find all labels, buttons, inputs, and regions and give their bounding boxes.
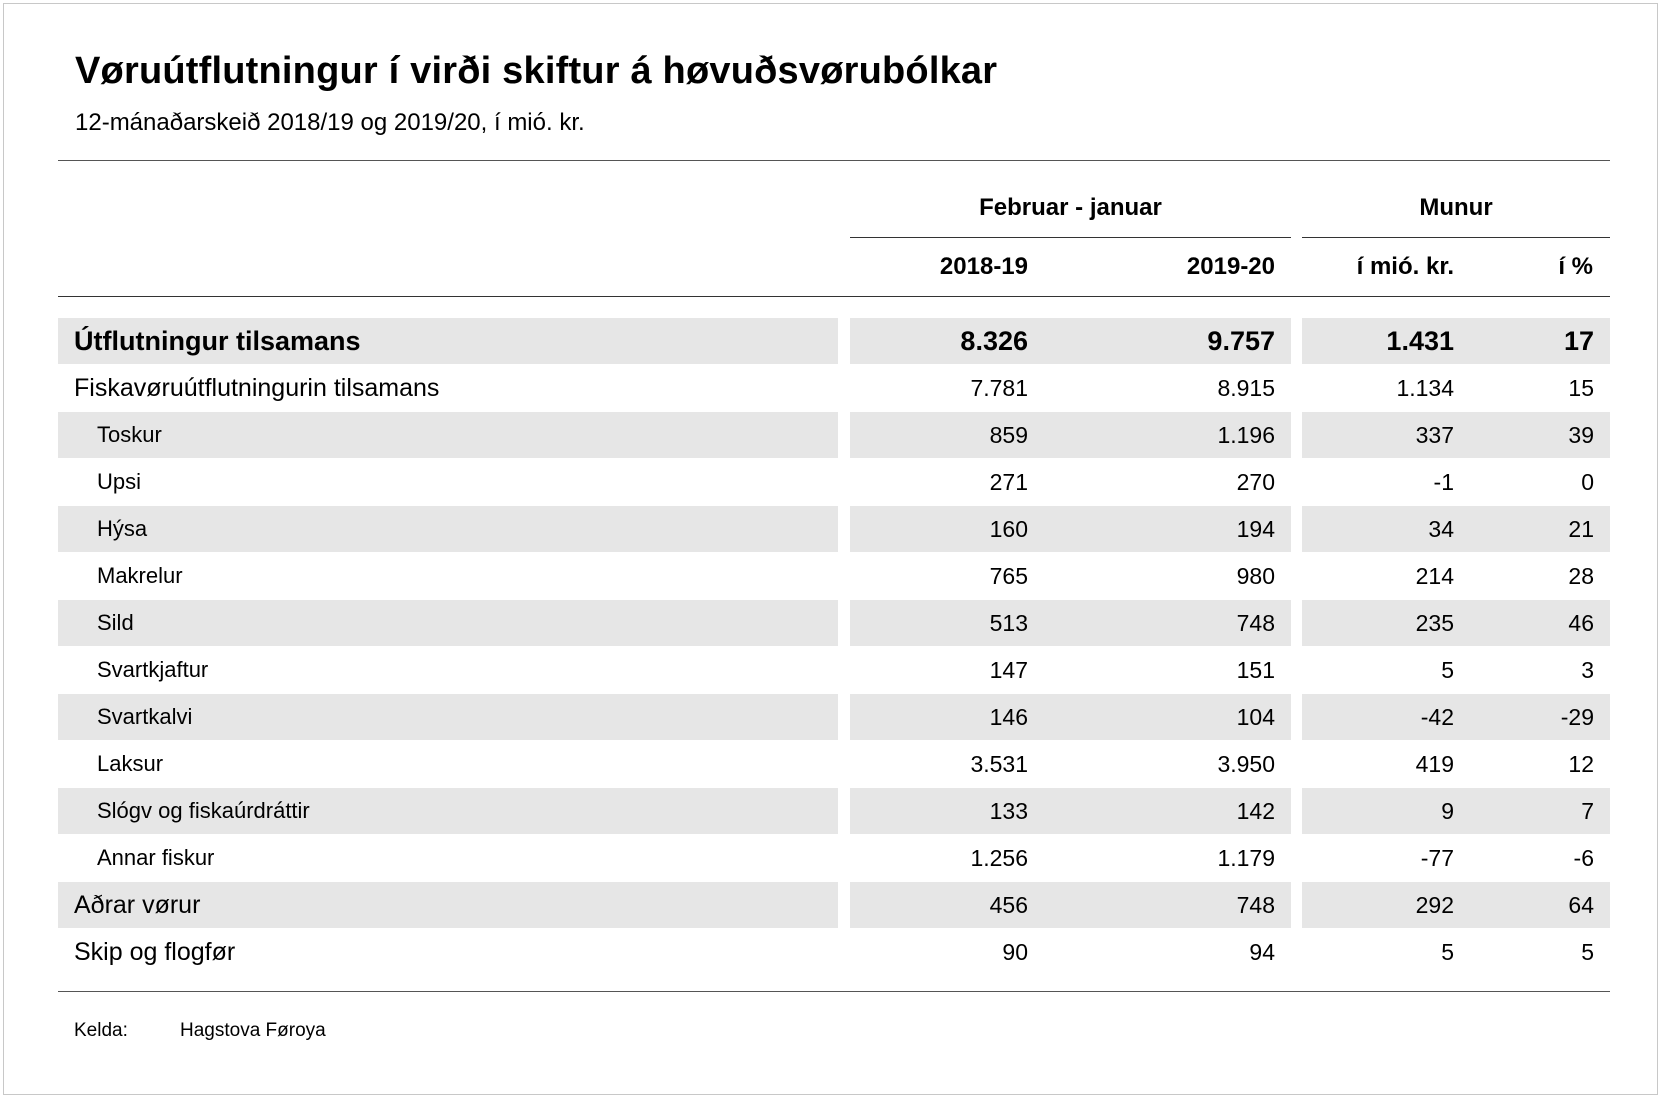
value-diff-pct: 39 [1568,422,1594,448]
diff-values-cell [1302,835,1610,881]
value-diff-kr: 235 [1415,610,1454,636]
row-label-cell [58,929,838,975]
value-2018-19: 513 [989,610,1028,636]
value-2018-19: 7.781 [970,375,1028,401]
table-row [0,506,1665,552]
diff-values-cell [1302,694,1610,740]
value-2018-19: 133 [989,798,1028,824]
divider-group-period [850,237,1291,238]
row-label-cell [58,741,838,787]
table-row [0,788,1665,834]
period-values-cell [850,835,1291,881]
value-diff-pct: 46 [1568,610,1594,636]
diff-values-cell [1302,600,1610,646]
value-diff-pct: 5 [1581,939,1594,965]
row-label-cell [58,412,838,458]
value-diff-pct: 15 [1568,375,1594,401]
diff-values-cell [1302,553,1610,599]
period-values-cell [850,459,1291,505]
value-2018-19: 90 [1002,939,1028,965]
table-row [0,882,1665,928]
value-2019-20: 980 [1236,563,1275,589]
table-row [0,647,1665,693]
table-row [0,929,1665,975]
period-values-cell [850,318,1291,364]
value-2018-19: 160 [989,516,1028,542]
value-diff-kr: 1.134 [1396,375,1454,401]
value-diff-pct: 3 [1581,657,1594,683]
value-2018-19: 147 [989,657,1028,683]
table-row [0,318,1665,364]
row-label-cell [58,553,838,599]
value-diff-kr: 5 [1441,939,1454,965]
value-2018-19: 8.326 [960,326,1028,356]
diff-values-cell [1302,365,1610,411]
row-label: Aðrar vørur [74,891,201,919]
group-header-period: Februar - januar [979,194,1162,221]
row-label-cell [58,506,838,552]
period-values-cell [850,553,1291,599]
diff-values-cell [1302,929,1610,975]
diff-values-cell [1302,412,1610,458]
table-row [0,835,1665,881]
divider-header [58,296,1610,297]
value-diff-pct: 17 [1563,326,1594,356]
value-2019-20: 3.950 [1217,751,1275,777]
page-subtitle: 12-mánaðarskeið 2018/19 og 2019/20, í mió. kr. [75,109,585,136]
diff-values-cell [1302,741,1610,787]
row-label-cell [58,365,838,411]
period-values-cell [850,365,1291,411]
row-label: Svartkalvi [97,704,193,729]
row-label: Slógv og fiskaúrdráttir [97,798,310,823]
row-label: Hýsa [97,516,148,541]
value-2018-19: 859 [989,422,1028,448]
row-label-cell [58,459,838,505]
period-values-cell [850,694,1291,740]
row-label: Laksur [97,751,164,776]
row-label: Annar fiskur [97,845,215,870]
row-label: Makrelur [97,563,183,588]
row-label-cell [58,694,838,740]
row-label: Skip og flogfør [74,938,236,966]
value-diff-kr: -1 [1433,469,1454,495]
row-label: Toskur [97,422,162,447]
period-values-cell [850,506,1291,552]
value-diff-kr: 9 [1441,798,1454,824]
value-2019-20: 194 [1236,516,1275,542]
value-diff-kr: 214 [1415,563,1454,589]
row-label-cell [58,882,838,928]
value-diff-kr: -77 [1420,845,1454,871]
period-values-cell [850,741,1291,787]
value-diff-pct: 12 [1568,751,1594,777]
value-2018-19: 1.256 [970,845,1028,871]
row-label: Upsi [97,469,142,494]
value-diff-pct: 21 [1568,516,1594,542]
value-2019-20: 151 [1236,657,1275,683]
col-header-diff-pct: í % [1558,253,1593,280]
value-2019-20: 748 [1236,892,1275,918]
page-title: Vøruútflutningur í virði skiftur á høvuðsvørubólkar [75,50,998,92]
table-row [0,459,1665,505]
row-label-cell [58,318,838,364]
value-diff-pct: -29 [1560,704,1594,730]
table-row [0,553,1665,599]
row-label-cell [58,600,838,646]
diff-values-cell [1302,506,1610,552]
source-value: Hagstova Føroya [180,1020,326,1041]
value-diff-kr: 1.431 [1386,326,1454,356]
row-label: Fiskavøruútflutningurin tilsamans [74,374,440,402]
period-values-cell [850,412,1291,458]
table-row [0,412,1665,458]
period-values-cell [850,600,1291,646]
row-label: Sild [97,610,134,635]
value-diff-kr: -42 [1420,704,1454,730]
value-diff-kr: 419 [1415,751,1454,777]
row-label-cell [58,835,838,881]
value-diff-pct: 28 [1568,563,1594,589]
diff-values-cell [1302,647,1610,693]
period-values-cell [850,929,1291,975]
diff-values-cell [1302,788,1610,834]
value-diff-pct: 0 [1581,469,1594,495]
value-diff-kr: 5 [1441,657,1454,683]
col-header-2019-20: 2019-20 [1186,253,1275,280]
value-diff-kr: 34 [1428,516,1454,542]
divider-bottom [58,991,1610,992]
value-diff-pct: 64 [1568,892,1594,918]
divider-group-diff [1302,237,1610,238]
value-diff-kr: 292 [1415,892,1454,918]
value-diff-pct: -6 [1573,845,1594,871]
value-2019-20: 748 [1236,610,1275,636]
value-2018-19: 3.531 [970,751,1028,777]
diff-values-cell [1302,882,1610,928]
row-label-cell [58,788,838,834]
group-header-diff: Munur [1419,194,1493,221]
col-header-diff-kr: í mió. kr. [1356,253,1454,280]
value-2018-19: 271 [989,469,1028,495]
value-diff-kr: 337 [1415,422,1454,448]
value-2018-19: 146 [989,704,1028,730]
value-diff-pct: 7 [1581,798,1594,824]
table-row [0,365,1665,411]
value-2019-20: 9.757 [1207,326,1275,356]
col-header-2018-19: 2018-19 [939,253,1028,280]
value-2019-20: 270 [1236,469,1275,495]
value-2018-19: 456 [989,892,1028,918]
value-2019-20: 142 [1236,798,1275,824]
diff-values-cell [1302,318,1610,364]
row-label: Svartkjaftur [97,657,209,682]
value-2019-20: 1.179 [1217,845,1275,871]
row-label: Útflutningur tilsamans [74,326,361,356]
table-row [0,600,1665,646]
divider-top [58,160,1610,161]
diff-values-cell [1302,459,1610,505]
value-2019-20: 1.196 [1217,422,1275,448]
period-values-cell [850,882,1291,928]
source-label: Kelda: [74,1020,128,1041]
value-2019-20: 94 [1249,939,1275,965]
period-values-cell [850,788,1291,834]
row-label-cell [58,647,838,693]
table-row [0,694,1665,740]
value-2019-20: 104 [1236,704,1275,730]
value-2018-19: 765 [989,563,1028,589]
value-2019-20: 8.915 [1217,375,1275,401]
period-values-cell [850,647,1291,693]
table-row [0,741,1665,787]
